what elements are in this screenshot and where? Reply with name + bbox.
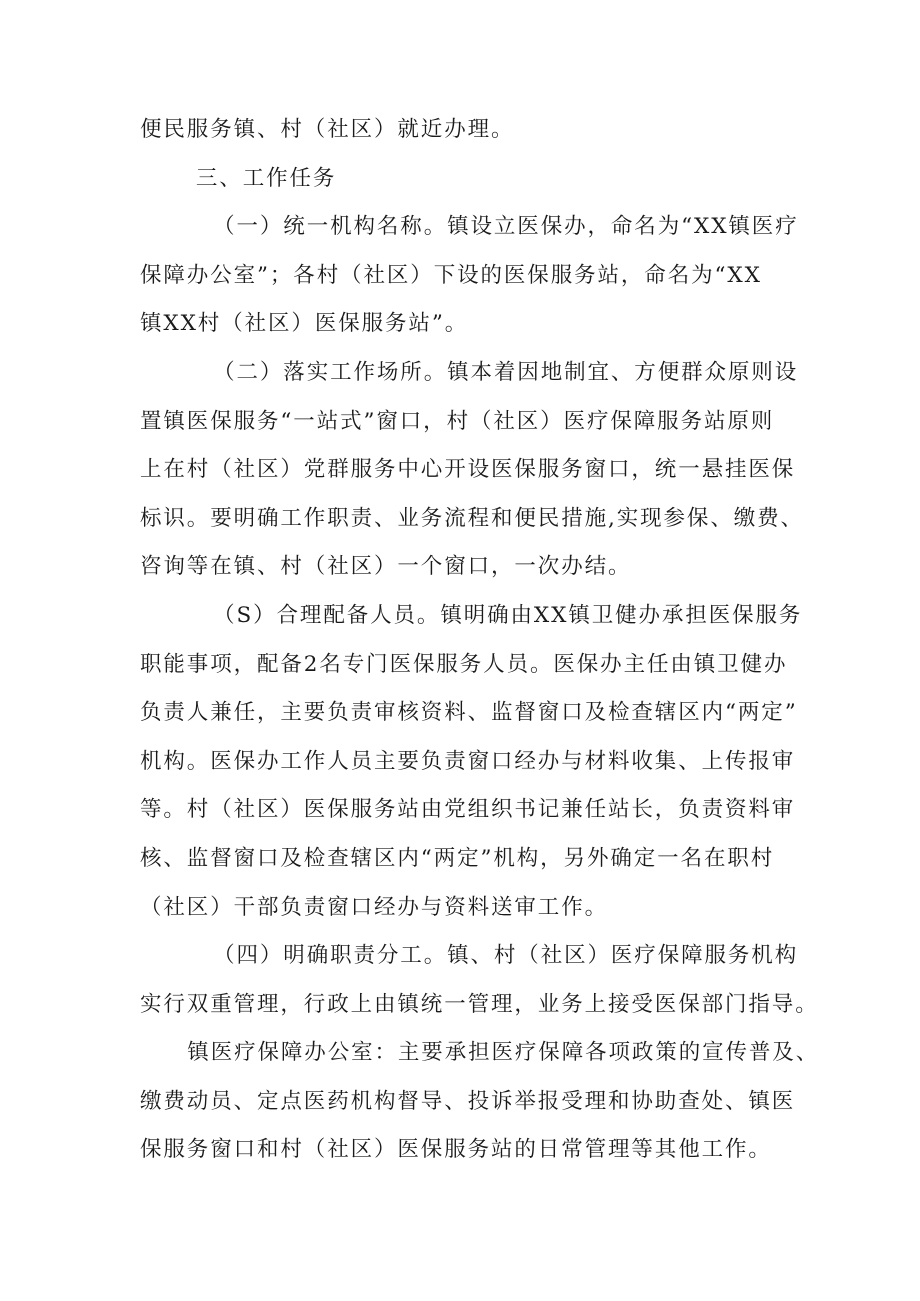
text-line: 实行双重管理，行政上由镇统一管理，业务上接受医保部门指导。 xyxy=(140,991,819,1017)
paragraph-continuation xyxy=(140,106,820,155)
paragraph-office-duties xyxy=(140,1029,820,1175)
text-line: 镇医疗保障办公室：主要承担医疗保障各项政策的宣传普及、 xyxy=(187,1040,820,1066)
text-line: 咨询等在镇、村（社区）一个窗口，一次办结。 xyxy=(140,554,632,580)
text-line: 便民服务镇、村（社区）就近办理。 xyxy=(140,117,515,142)
text-line: 缴费动员、定点医药机构督导、投诉举报受理和协助查处、镇医 xyxy=(140,1088,796,1114)
text-line: 置镇医保服务“一站式”窗口，村（社区）医疗保障服务站原则 xyxy=(140,408,775,434)
text-line: 三、工作任务 xyxy=(195,165,337,191)
text-line: 标识。要明确工作职责、业务流程和便民措施,实现参保、缴费、 xyxy=(140,505,804,531)
document-body xyxy=(140,106,820,1175)
text-line: 保障办公室”；各村（社区）下设的医保服务站，命名为“XX xyxy=(140,262,762,288)
text-line: 负责人兼任，主要负责审核资料、监督窗口及检查辖区内“两定” xyxy=(140,700,798,726)
text-line: 镇XX村（社区）医保服务站”。 xyxy=(140,311,469,337)
text-line: 职能事项，配备2名专门医保服务人员。医保办主任由镇卫健办 xyxy=(140,651,788,677)
text-line: 核、监督窗口及检查辖区内“两定”机构，另外确定一名在职村 xyxy=(140,845,775,871)
paragraph-staffing xyxy=(140,592,820,932)
text-line: （四）明确职责分工。镇、村（社区）医疗保障服务机构 xyxy=(213,943,799,969)
paragraph-responsibilities xyxy=(140,932,820,1029)
paragraph-unify-names xyxy=(140,203,820,349)
text-line: 保服务窗口和村（社区）医保服务站的日常管理等其他工作。 xyxy=(140,1137,772,1163)
text-line: 等。村（社区）医保服务站由党组织书记兼任站长，负责资料审 xyxy=(140,797,796,823)
paragraph-workplace xyxy=(140,349,820,592)
text-line: 机构。医保办工作人员主要负责窗口经办与材料收集、上传报审 xyxy=(140,748,796,774)
text-line: 上在村（社区）党群服务中心开设医保服务窗口，统一悬挂医保 xyxy=(140,457,796,483)
text-line: （一）统一机构名称。镇设立医保办，命名为“XX镇医疗 xyxy=(213,214,799,240)
text-line: （S）合理配备人员。镇明确由XX镇卫健办承担医保服务 xyxy=(213,602,803,628)
text-line: （二）落实工作场所。镇本着因地制宜、方便群众原则设 xyxy=(213,359,799,385)
text-line: （社区）干部负责窗口经办与资料送审工作。 xyxy=(140,894,609,920)
section-heading xyxy=(140,155,820,204)
